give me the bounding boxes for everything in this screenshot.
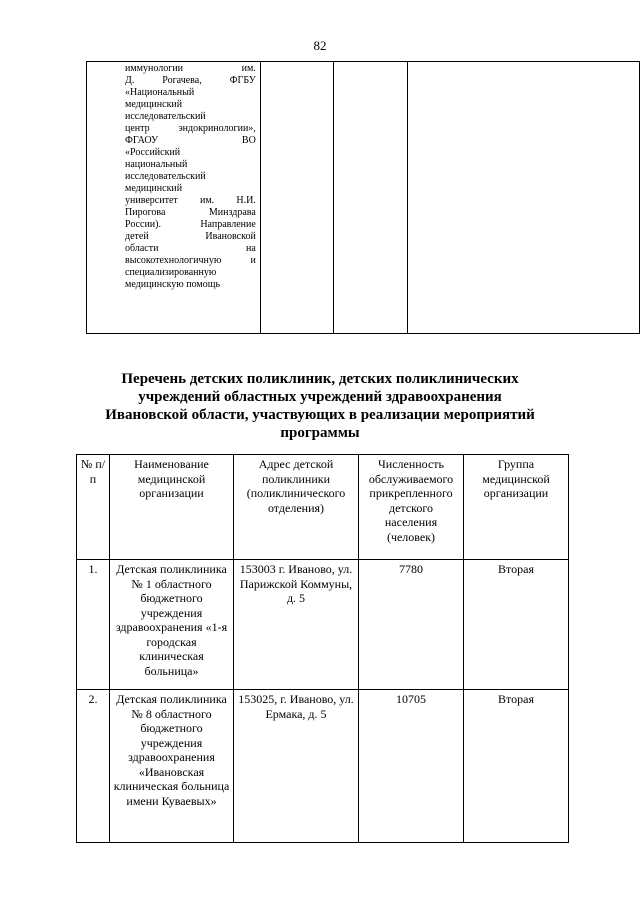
- continuation-line: медицинский: [125, 99, 183, 110]
- empty-cell: [407, 62, 639, 334]
- continuation-line: медицинский: [125, 183, 183, 194]
- header-address: Адрес детской поликлиники (поликлинического отделения): [234, 455, 359, 560]
- heading-text: Перечень детских поликлиник, детских поликлинических учреждений областных учреждений здравоохранения Ивановской области, участвующих в реализации мероприятий программы: [105, 371, 535, 441]
- continuation-line: иммунологии им.: [125, 63, 256, 74]
- continuation-line: национальный: [125, 159, 188, 170]
- header-organization: Наименование медицинской организации: [110, 455, 234, 560]
- continuation-line: исследовательский: [125, 171, 206, 182]
- continuation-line: Пирогова Минздрава: [125, 207, 256, 218]
- header-group: Группа медицинской организации: [464, 455, 569, 560]
- page-number: 82: [313, 38, 327, 53]
- continuation-line: Д. Рогачева, ФГБУ: [125, 75, 256, 86]
- row-population: 10705: [359, 690, 464, 843]
- table-row: [77, 690, 569, 843]
- header-number: № п/п: [77, 455, 110, 560]
- table-row: [77, 560, 569, 690]
- row-address: 153025, г. Иваново, ул. Ермака, д. 5: [234, 690, 359, 843]
- continuation-line: детей Ивановской: [125, 231, 256, 242]
- continuation-line: высокотехнологичную и: [125, 255, 256, 266]
- continuation-line: «Российский: [125, 147, 181, 158]
- continuation-cell-text: [87, 62, 260, 291]
- row-group: Вторая: [464, 560, 569, 690]
- continuation-table: [86, 61, 640, 334]
- continuation-line: исследовательский: [125, 111, 206, 122]
- continuation-line: медицинскую помощь: [125, 279, 221, 290]
- continuation-line: ФГАОУ ВО: [125, 135, 256, 146]
- table-row: [87, 62, 640, 334]
- continuation-line: специализированную: [125, 267, 217, 278]
- row-number: 2.: [77, 690, 110, 843]
- continuation-line: «Национальный: [125, 87, 195, 98]
- header-population: Численность обслуживаемого прикрепленного детского населения (человек): [359, 455, 464, 560]
- continuation-cell: [87, 62, 261, 334]
- row-address: 153003 г. Иваново, ул. Парижской Коммуны, д. 5: [234, 560, 359, 690]
- continuation-line: области на: [125, 243, 256, 254]
- table-header-row: [77, 455, 569, 560]
- continuation-line: университет им. Н.И.: [125, 195, 256, 206]
- row-number: 1.: [77, 560, 110, 690]
- clinics-table: [76, 454, 569, 843]
- empty-cell: [334, 62, 408, 334]
- row-organization: Детская поликлиника № 8 областного бюджетного учреждения здравоохранения «Ивановская клиническая больница имени Куваевых»: [110, 690, 234, 843]
- row-group: Вторая: [464, 690, 569, 843]
- continuation-line: России). Направление: [125, 219, 256, 230]
- section-heading: [0, 370, 640, 442]
- empty-cell: [260, 62, 334, 334]
- continuation-line: центр эндокринологии»,: [125, 123, 256, 134]
- row-population: 7780: [359, 560, 464, 690]
- row-organization: Детская поликлиника № 1 областного бюджетного учреждения здравоохранения «1-я городская клиническая больница»: [110, 560, 234, 690]
